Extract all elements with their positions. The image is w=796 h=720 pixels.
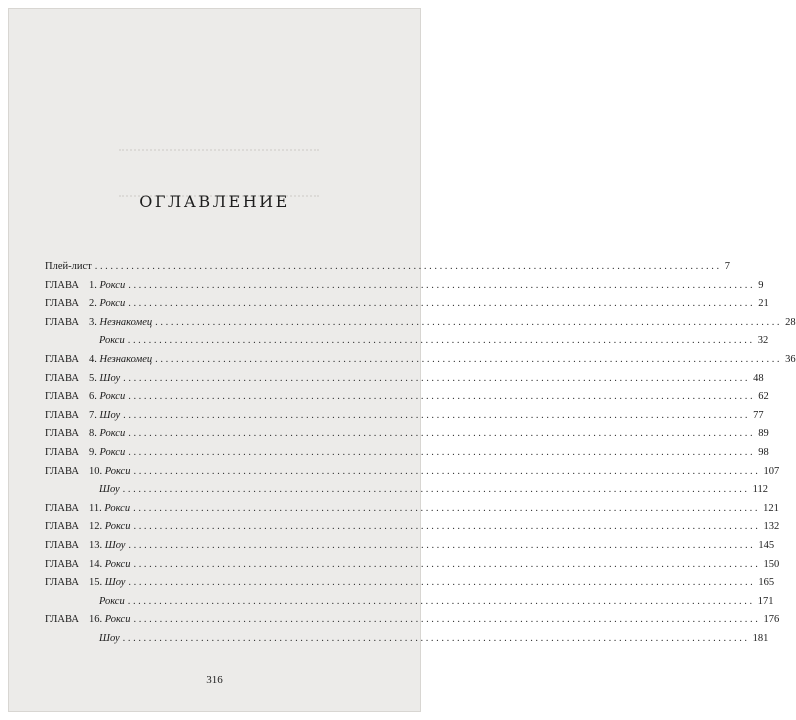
toc-chapter-word: ГЛАВА (45, 279, 79, 291)
toc-page-number: 89 (758, 428, 769, 440)
toc-chapter-number: 15. (89, 577, 103, 589)
toc-page-number: 98 (758, 447, 769, 458)
toc-chapter-word: ГЛАВА (45, 465, 79, 477)
toc-chapter-title: Шоу (99, 633, 120, 644)
toc-entry (45, 354, 796, 372)
page-number: 316 (206, 674, 223, 686)
toc-page-number: 21 (758, 298, 769, 310)
toc-dot-leader: ........................................................................................................................ (128, 279, 756, 291)
toc-entry-label (45, 373, 120, 384)
toc-entry-label (45, 391, 125, 402)
toc-chapter-word: ГЛАВА (45, 558, 79, 570)
toc-entry-label (45, 410, 120, 421)
toc-chapter-word: ГЛАВА (45, 316, 79, 328)
toc-entry-label (45, 633, 120, 644)
toc-chapter-number: 13. (89, 540, 103, 551)
toc-entry-label (45, 521, 130, 532)
toc-page-number: 28 (785, 316, 796, 328)
toc-entry-label (45, 354, 152, 365)
toc-entry (45, 614, 780, 632)
toc-entry (45, 558, 780, 577)
toc-chapter-number: 5. (89, 372, 97, 384)
toc-entry (45, 577, 775, 595)
toc-chapter-title: Рокси (99, 279, 126, 291)
toc-page-number: 9 (758, 279, 764, 291)
toc-dot-leader: ........................................................................................................................ (127, 595, 755, 607)
toc-page-number: 176 (763, 614, 780, 626)
toc-page-number: 181 (752, 633, 769, 644)
toc-dot-leader: ........................................................................................................................ (127, 335, 755, 347)
toc-chapter-title: Рокси (99, 298, 126, 310)
toc-entry (45, 484, 769, 502)
toc-chapter-number: 2. (89, 298, 97, 310)
toc-chapter-word: ГЛАВА (45, 614, 79, 626)
toc-dot-leader: ........................................................................................................................ (133, 614, 761, 626)
toc-entry (45, 540, 775, 558)
page-title: ОГЛАВЛЕНИЕ (139, 192, 290, 211)
toc-lead-text: Плей-лист (45, 261, 92, 272)
toc-dot-leader: ........................................................................................................................ (128, 577, 756, 589)
toc-chapter-title: Шоу (104, 577, 126, 589)
toc-entry-label (45, 317, 152, 328)
toc-chapter-title: Шоу (99, 484, 120, 496)
toc-entry-label (45, 447, 125, 458)
toc-chapter-number: 4. (89, 354, 97, 365)
toc-entry-label (45, 614, 130, 625)
toc-dot-leader: ........................................................................................................................ (133, 502, 761, 514)
toc-dot-leader: ........................................................................................................................ (128, 540, 756, 551)
toc-dot-leader: ........................................................................................................................ (128, 428, 756, 440)
toc-dot-leader: ........................................................................................................................ (122, 484, 750, 496)
toc-entry (45, 409, 764, 428)
toc-entry-label (45, 577, 125, 588)
toc-entry (45, 447, 769, 465)
toc-dot-leader: ........................................................................................................................ (128, 447, 756, 458)
toc-dot-leader: ........................................................................................................................ (133, 465, 761, 477)
toc-chapter-word: ГЛАВА (45, 577, 79, 589)
toc-entry (45, 391, 769, 409)
toc-entry-label (45, 261, 92, 272)
toc-entry-label (45, 596, 125, 607)
toc-entry (45, 298, 769, 316)
toc-entry-label (45, 466, 130, 477)
toc-page-number: 36 (785, 354, 796, 365)
toc-chapter-word: ГЛАВА (45, 298, 79, 310)
toc-entry-label (45, 428, 125, 439)
toc-chapter-title: Рокси (99, 391, 126, 403)
toc-chapter-title: Рокси (99, 428, 126, 440)
toc-chapter-number: 7. (89, 409, 97, 421)
toc-page-number: 112 (752, 484, 769, 496)
toc-chapter-title: Рокси (104, 502, 131, 514)
toc-dot-leader: ........................................................................................................................ (123, 409, 751, 421)
toc-page-number: 132 (763, 521, 780, 533)
toc-chapter-number: 14. (89, 558, 103, 570)
toc-chapter-number: 11. (89, 502, 102, 514)
toc-entry-label (45, 540, 125, 551)
toc-entry (45, 595, 774, 614)
toc-entry-label (45, 280, 125, 291)
toc-dot-leader: ........................................................................................................................ (128, 298, 756, 310)
toc-entry (45, 502, 779, 521)
toc-chapter-word: ГЛАВА (45, 354, 79, 365)
toc-entry (45, 261, 730, 279)
toc-page-number: 62 (758, 391, 769, 403)
toc-dot-leader: ........................................................................................................................ (94, 261, 722, 272)
toc-page-number: 171 (757, 595, 774, 607)
toc-entry (45, 279, 764, 298)
toc-entry (45, 372, 764, 391)
toc-entry (45, 428, 769, 446)
toc-chapter-title: Шоу (104, 540, 126, 551)
toc-entry-label (45, 503, 130, 514)
toc-entry-label (45, 335, 125, 346)
toc-chapter-number: 8. (89, 428, 97, 440)
toc-dot-leader: ........................................................................................................................ (155, 316, 783, 328)
toc-page-number: 7 (724, 261, 730, 272)
toc-dot-leader: ........................................................................................................................ (122, 633, 750, 644)
toc-chapter-word: ГЛАВА (45, 447, 79, 458)
toc-entry (45, 521, 780, 539)
toc-chapter-word: ГЛАВА (45, 521, 79, 533)
show-through-texture (119, 149, 319, 197)
toc-dot-leader: ........................................................................................................................ (128, 391, 756, 403)
toc-dot-leader: ........................................................................................................................ (133, 521, 761, 533)
toc-dot-leader: ........................................................................................................................ (155, 354, 783, 365)
toc-chapter-title: Рокси (99, 447, 126, 458)
toc-entry (45, 316, 796, 335)
toc-chapter-title: Незнакомец (99, 354, 153, 365)
toc-chapter-word: ГЛАВА (45, 428, 79, 440)
book-page (8, 8, 796, 712)
toc-entry (45, 633, 769, 651)
toc-chapter-number: 16. (89, 614, 103, 626)
toc-chapter-title: Незнакомец (99, 316, 153, 328)
toc-chapter-title: Рокси (104, 465, 131, 477)
toc-chapter-title: Шоу (99, 409, 121, 421)
toc-chapter-title: Рокси (104, 521, 131, 533)
toc-entry-label (45, 298, 125, 309)
toc-entry (45, 335, 769, 353)
toc-chapter-number: 1. (89, 279, 97, 291)
toc-page-number: 145 (758, 540, 775, 551)
toc-chapter-number: 6. (89, 391, 97, 403)
toc-chapter-number: 3. (89, 316, 97, 328)
toc-entry-label (45, 484, 120, 495)
toc-chapter-word: ГЛАВА (45, 540, 79, 551)
toc-page-number: 32 (757, 335, 769, 347)
toc-chapter-number: 12. (89, 521, 103, 533)
toc-chapter-word: ГЛАВА (45, 409, 79, 421)
toc-page-number: 121 (763, 502, 779, 514)
toc-chapter-title: Рокси (99, 335, 125, 347)
toc-chapter-word: ГЛАВА (45, 372, 79, 384)
toc-dot-leader: ........................................................................................................................ (133, 558, 761, 570)
toc-page-number: 77 (753, 409, 764, 421)
toc-chapter-word: ГЛАВА (45, 391, 79, 403)
toc-chapter-number: 9. (89, 447, 97, 458)
toc-chapter-title: Шоу (99, 372, 121, 384)
toc-page-number: 150 (763, 558, 780, 570)
toc-page-number: 48 (753, 372, 764, 384)
toc-entry (45, 465, 780, 484)
toc-page-number: 165 (758, 577, 775, 589)
toc-page-number: 107 (763, 465, 780, 477)
toc-chapter-number: 10. (89, 465, 103, 477)
toc-chapter-title: Рокси (104, 614, 131, 626)
toc-chapter-word: ГЛАВА (45, 502, 79, 514)
toc-entry-label (45, 559, 130, 570)
toc-dot-leader: ........................................................................................................................ (123, 372, 751, 384)
toc-chapter-title: Рокси (99, 595, 125, 607)
toc-chapter-title: Рокси (104, 558, 131, 570)
